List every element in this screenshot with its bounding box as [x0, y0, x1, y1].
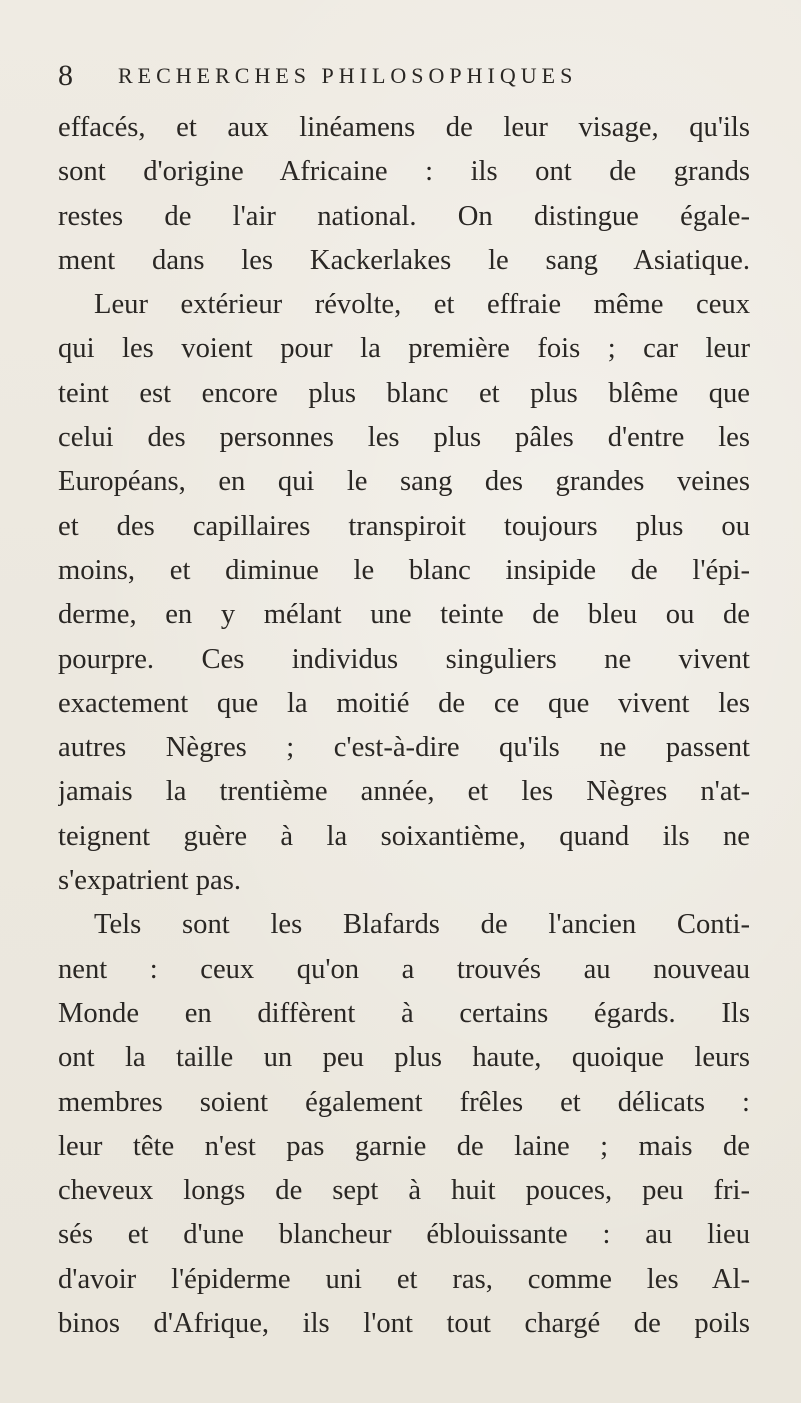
text-line: d'avoir l'épiderme uni et ras, comme les Al-: [58, 1263, 750, 1295]
text-line: s'expatrient pas.: [58, 865, 242, 897]
body-text: [58, 106, 750, 1346]
text-line: binos d'Afrique, ils l'ont tout chargé de poils: [58, 1308, 750, 1340]
text-line: nent : ceux qu'on a trouvés au nouveau: [58, 953, 750, 985]
text-line: qui les voient pour la première fois ; car leur: [58, 333, 750, 365]
text-line: derme, en y mélant une teinte de bleu ou de: [58, 599, 750, 631]
text-line: Tels sont les Blafards de l'ancien Conti-: [94, 909, 750, 941]
text-line: ment dans les Kackerlakes le sang Asiatique.: [58, 244, 750, 276]
text-line: restes de l'air national. On distingue égale-: [58, 200, 750, 232]
text-line: moins, et diminue le blanc insipide de l'épi-: [58, 554, 750, 586]
text-line: jamais la trentième année, et les Nègres n'at-: [58, 776, 750, 808]
text-line: Leur extérieur révolte, et effraie même ceux: [94, 289, 750, 321]
text-line: sés et d'une blancheur éblouissante : au lieu: [58, 1219, 750, 1251]
text-line: leur tête n'est pas garnie de laine ; mais de: [58, 1130, 750, 1162]
running-title: RECHERCHES PHILOSOPHIQUES: [118, 63, 578, 88]
text-line: pourpre. Ces individus singuliers ne vivent: [58, 643, 750, 675]
page-number: 8: [58, 59, 73, 92]
text-line: ont la taille un peu plus haute, quoique leurs: [58, 1042, 750, 1074]
text-line: membres soient également frêles et délicats :: [58, 1086, 750, 1118]
text-line: Monde en diffèrent à certains égards. Ils: [58, 997, 750, 1029]
text-line: et des capillaires transpiroit toujours plus ou: [58, 510, 750, 542]
running-head: [58, 58, 748, 94]
text-line: celui des personnes les plus pâles d'entre les: [58, 422, 750, 454]
text-line: exactement que la moitié de ce que vivent les: [58, 687, 750, 719]
text-line: Européans, en qui le sang des grandes veines: [58, 466, 750, 498]
text-line: teignent guère à la soixantième, quand ils ne: [58, 820, 750, 852]
text-line: effacés, et aux linéamens de leur visage, qu'ils: [58, 112, 750, 143]
text-line: teint est encore plus blanc et plus blême que: [58, 377, 750, 409]
text-line: sont d'origine Africaine : ils ont de grands: [58, 156, 750, 188]
text-line: cheveux longs de sept à huit pouces, peu fri-: [58, 1175, 750, 1207]
text-line: autres Nègres ; c'est-à-dire qu'ils ne passent: [58, 732, 750, 764]
